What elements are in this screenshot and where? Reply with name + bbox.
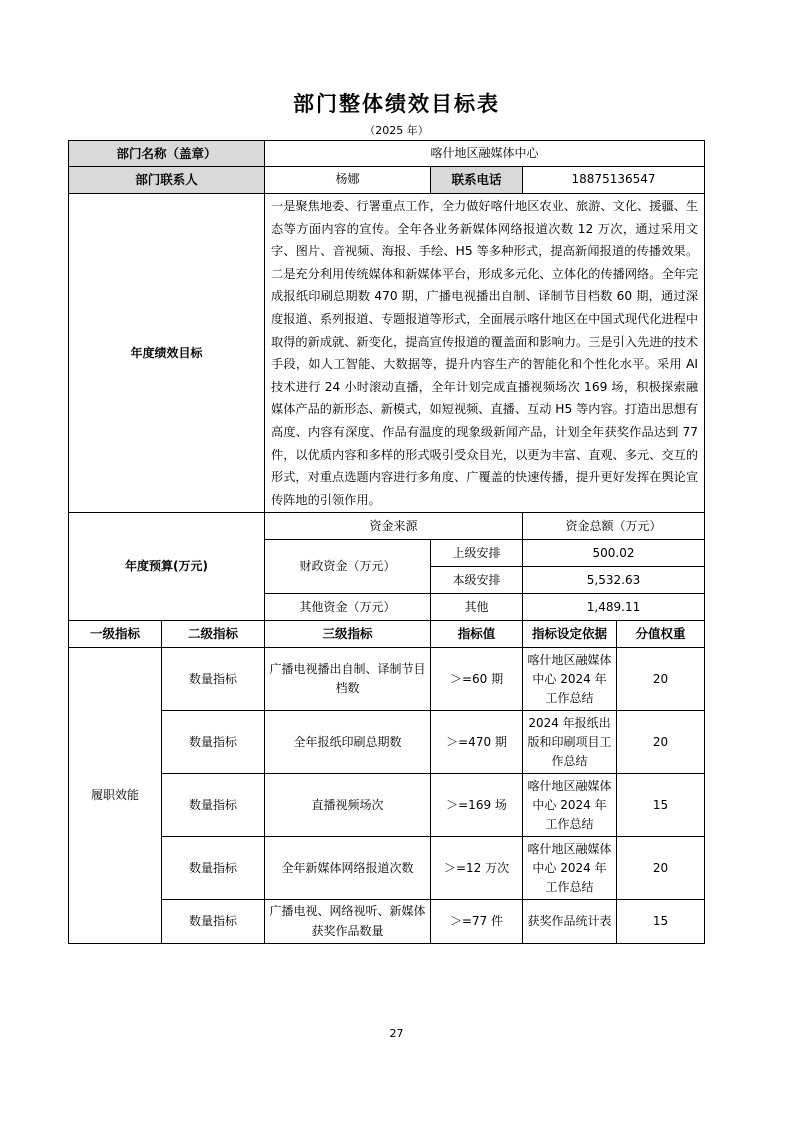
goal-text: 一是聚焦地委、行署重点工作，全力做好喀什地区农业、旅游、文化、援疆、生态等方面内容的宣传。全年各业务新媒体网络报道次数 12 万次，通过采用文字、图片、音视频、海报、手绘、H5 等多种形式，提高新闻报道的传播效果。二是充分利用传统媒体和新媒体平台，形成多元化、立体化的传播网络。全年完成报纸印刷总期数 470 期，广播电视播出自制、译制节目档数 60 期，通过深度报道、系列报道、专题报道等形式，全面展示喀什地区在中国式现代化进程中取得的新成就、新变化，提高宣传报道的覆盖面和影响力。三是引入先进的技术手段，如人工智能、大数据等，提升内容生产的智能化和个性化水平。采用 AI 技术进行 24 小时滚动直播，全年计划完成直播视频场次 169 场，积极探索融媒体产品的新形态、新模式，如短视频、直播、互动 H5 等内容。打造出思想有高度、内容有深度、作品有温度的现象级新闻产品，计划全年获奖作品达到 77 件，以优质内容和多样的形式吸引受众目光，以更为丰富、直观、多元、交互的形式，对重点选题内容进行多角度、广覆盖的快速传播，提升更好发挥在舆论宣传阵地的引领作用。	[265, 194, 705, 513]
weight-cell: 20	[617, 837, 705, 900]
upper-allocation-label: 上级安排	[431, 540, 523, 567]
table-row	[69, 711, 705, 774]
performance-table	[68, 140, 705, 944]
fiscal-funds-label: 财政资金（万元）	[265, 540, 431, 594]
phone-value: 18875136547	[523, 167, 705, 194]
basis-cell: 2024 年报纸出版和印刷项目工作总结	[523, 711, 617, 774]
level3-cell: 广播电视播出自制、译制节目档数	[265, 648, 431, 711]
value-cell: ＞=169 场	[431, 774, 523, 837]
weight-cell: 15	[617, 900, 705, 943]
level3-cell: 全年新媒体网络报道次数	[265, 837, 431, 900]
budget-total-header: 资金总额（万元）	[523, 513, 705, 540]
header-level3: 三级指标	[265, 621, 431, 648]
value-cell: ＞=12 万次	[431, 837, 523, 900]
table-row	[69, 774, 705, 837]
basis-cell: 喀什地区融媒体中心 2024 年工作总结	[523, 774, 617, 837]
level3-cell: 直播视频场次	[265, 774, 431, 837]
year-label: （2025 年）	[364, 124, 429, 137]
basis-cell: 喀什地区融媒体中心 2024 年工作总结	[523, 837, 617, 900]
level1-indicator: 履职效能	[69, 648, 162, 943]
level2-cell: 数量指标	[162, 648, 265, 711]
basis-cell: 获奖作品统计表	[523, 900, 617, 943]
upper-allocation-value: 500.02	[523, 540, 705, 567]
header-level1: 一级指标	[69, 621, 162, 648]
budget-label: 年度预算(万元)	[69, 513, 265, 621]
other-funds-value: 1,489.11	[523, 594, 705, 621]
other-funds-label: 其他资金（万元）	[265, 594, 431, 621]
basis-cell: 喀什地区融媒体中心 2024 年工作总结	[523, 648, 617, 711]
contact-label: 部门联系人	[69, 167, 265, 194]
value-cell: ＞=60 期	[431, 648, 523, 711]
header-weight: 分值权重	[617, 621, 705, 648]
local-allocation-value: 5,532.63	[523, 567, 705, 594]
page-number: 27	[389, 1027, 404, 1040]
page-title: 部门整体绩效目标表	[293, 92, 500, 116]
level2-cell: 数量指标	[162, 711, 265, 774]
dept-name-value: 喀什地区融媒体中心	[265, 141, 705, 167]
budget-source-header: 资金来源	[265, 513, 523, 540]
weight-cell: 20	[617, 711, 705, 774]
local-allocation-label: 本级安排	[431, 567, 523, 594]
level2-cell: 数量指标	[162, 900, 265, 943]
value-cell: ＞=77 件	[431, 900, 523, 943]
phone-label: 联系电话	[431, 167, 523, 194]
contact-value: 杨娜	[265, 167, 431, 194]
other-funds-sub: 其他	[431, 594, 523, 621]
value-cell: ＞=470 期	[431, 711, 523, 774]
header-basis: 指标设定依据	[523, 621, 617, 648]
table-row	[69, 837, 705, 900]
weight-cell: 15	[617, 774, 705, 837]
level3-cell: 广播电视、网络视听、新媒体获奖作品数量	[265, 900, 431, 943]
level2-cell: 数量指标	[162, 774, 265, 837]
weight-cell: 20	[617, 648, 705, 711]
level2-cell: 数量指标	[162, 837, 265, 900]
table-row	[69, 900, 705, 943]
header-value: 指标值	[431, 621, 523, 648]
goal-label: 年度绩效目标	[69, 194, 265, 513]
table-row	[69, 648, 705, 711]
header-level2: 二级指标	[162, 621, 265, 648]
dept-name-label: 部门名称（盖章）	[69, 141, 265, 167]
level3-cell: 全年报纸印刷总期数	[265, 711, 431, 774]
